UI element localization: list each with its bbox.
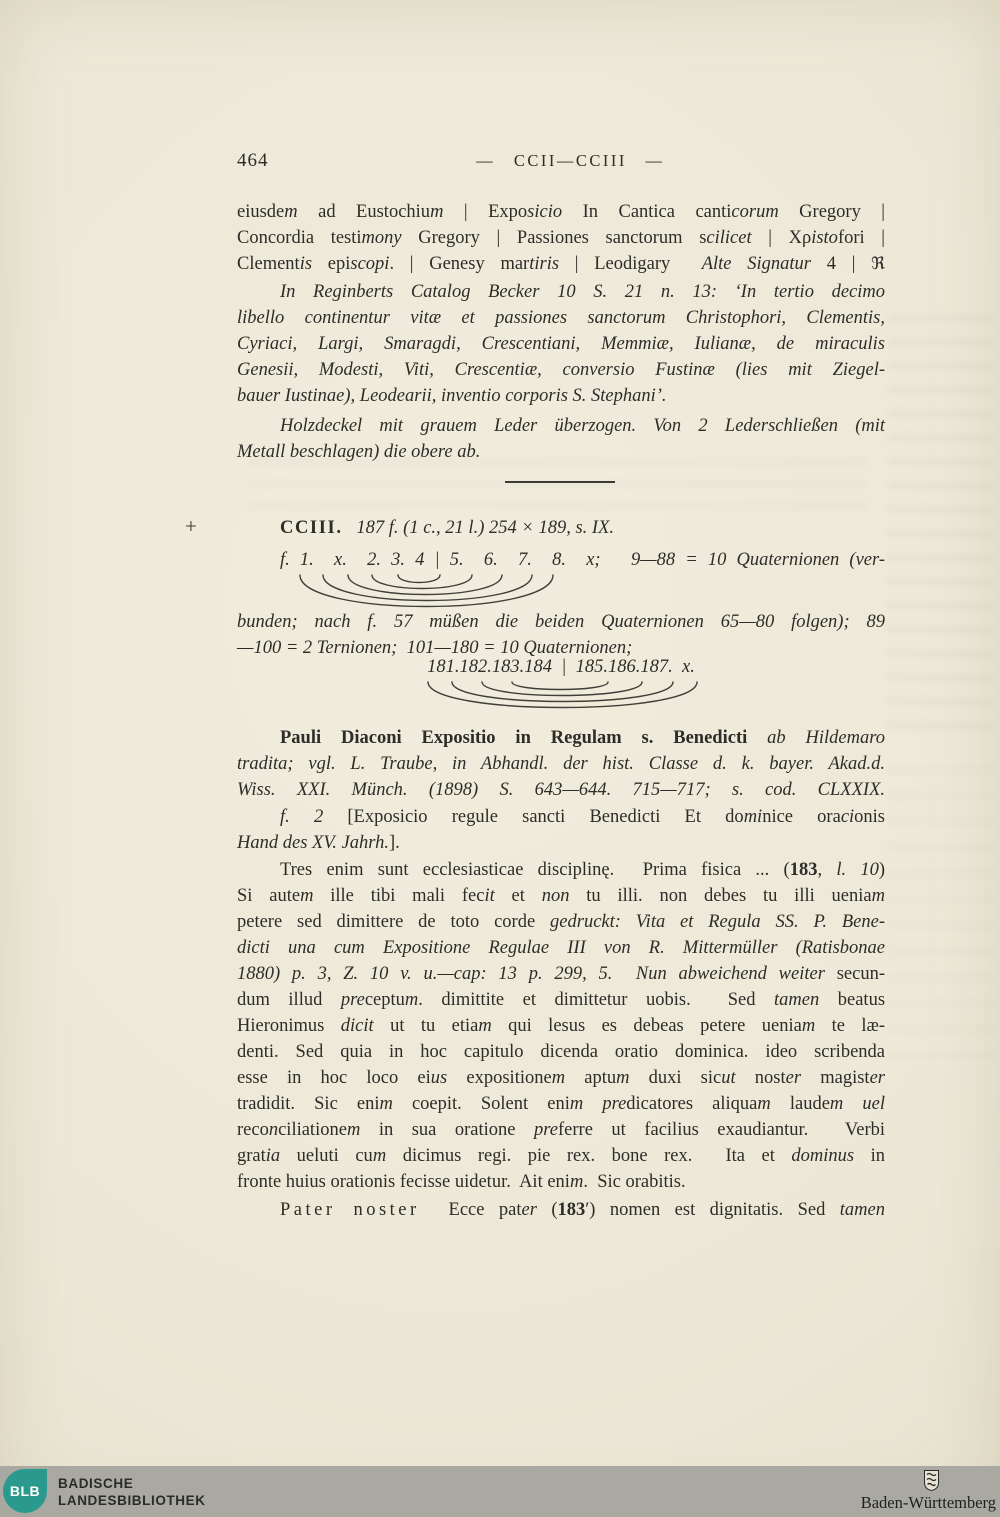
text-segment: f. 2 [280,807,324,827]
library-name-line2: LANDESBIBLIOTHEK [58,1493,206,1508]
text-line [237,331,885,357]
text-segment: tiris [529,254,560,274]
text-segment: [Exposicio regule sancti Benedicti Et do [323,807,744,827]
page-header [237,150,885,176]
text-segment: l. 10 [836,860,879,880]
text-segment: Concordia testi [237,228,362,248]
text-segment: tradita; vgl. L. Traube, in Abhandl. der hist. Classe d. k. bayer. Akad.d. [237,754,885,774]
page-number: 464 [237,150,269,171]
running-title: — CCII—CCIII — [476,151,665,170]
text-segment: . Sic orabitis. [583,1172,686,1192]
text-line [237,830,885,856]
text-segment: bauer Iustinae), Leodearii, inventio corporis S. Stephani’. [237,386,667,406]
text-segment: coepit. Solent eni [392,1094,570,1114]
text-segment: Cyriaci, Largi, Smaragdi, Crescentiani, Memmiæ, Iulianæ, de miraculis [237,334,885,354]
text-segment: 4 | [810,254,872,274]
text-segment: tamen [774,990,820,1010]
library-name [58,1475,206,1509]
text-line [237,935,885,961]
text-line [237,1065,885,1091]
text-line [237,804,885,830]
text-segment: in sua oratione [360,1120,535,1140]
text-segment: Alte Signatur [701,254,811,274]
text-line [237,547,885,573]
text-segment: m [430,202,444,222]
text-line [237,383,885,409]
text-segment: Pater noster [280,1200,420,1220]
text-segment: m [757,1094,771,1114]
text-segment: m [569,1094,584,1114]
text-segment: ut tu etia [373,1016,479,1036]
text-segment: mi [743,807,763,827]
text-line [237,305,885,331]
text-segment: ) [878,860,886,880]
text-segment: | Xρ [751,228,812,248]
text-column [185,199,886,1223]
text-segment: | Expo [443,202,528,222]
collation-formula-line [237,547,885,573]
text-segment: dicimus regi. pie rex. bone rex. Ita et [386,1146,792,1166]
text-segment: | Leodigary [559,254,702,274]
text-segment: m [404,990,419,1010]
text-segment: Gregory | Passiones sanctorum s [401,228,707,248]
text-segment: magist [801,1068,870,1088]
text-segment: pre [340,990,365,1010]
text-segment: m [569,1172,584,1192]
text-line [237,609,885,635]
text-segment: m [379,1094,393,1114]
text-segment: gedruckt: Vita et Regula SS. P. Bene- [550,912,885,932]
text-line [237,725,885,751]
text-segment: ad Eustochiu [297,202,431,222]
text-line [237,909,885,935]
text-segment: cilicet [706,228,752,248]
text-segment: Holzdeckel mit grauem Leder überzogen. Von 2 Lederschließen (mit [280,416,885,436]
text-segment: non [541,886,570,906]
text-segment: ueluti cu [280,1146,373,1166]
text-segment: ceptu [364,990,405,1010]
text-segment: petere sed dimittere de toto corde [237,912,551,932]
text-line [237,987,885,1013]
paragraph-reginbert-catalog [237,279,885,409]
paragraph-text-excerpt [237,857,885,1195]
entry-heading-ccciii [237,515,885,541]
text-segment: Wiss. XXI. Münch. (1898) S. 643—644. 715—717; s. cod. CLXXIX. [237,780,885,800]
entry-heading-row [185,514,885,541]
text-segment: dicit [340,1016,374,1036]
text-segment: nice ora [762,807,841,827]
text-segment: In Cantica canti [562,202,732,222]
text-segment [843,1094,862,1114]
text-segment: laude [770,1094,830,1114]
text-segment: Hieronimus [237,1016,341,1036]
text-segment: Ecce pat [419,1200,522,1220]
text-segment: Metall beschlagen) die obere ab. [237,442,481,462]
text-segment: nost [735,1068,786,1088]
page-showthrough-texture [888,300,992,730]
text-segment: corum [731,202,779,222]
text-segment: ferre ut facilius exaudiantur. Verbi [558,1120,885,1140]
paragraph-catalog-titles [237,199,885,277]
text-segment: ut [721,1068,736,1088]
section-divider-rule [505,481,615,483]
text-segment: fori | [837,228,885,248]
text-segment: isto [811,228,838,248]
paragraph-pater-noster [237,1197,885,1223]
text-line [237,1091,885,1117]
text-segment: ′) nomen est dignitatis. Sed [585,1200,840,1220]
text-segment: Gregory | [778,202,886,222]
text-segment: . | Genesy mar [389,254,530,274]
text-segment: 181.182.183.184 | 185.186.187. x. [427,657,695,677]
text-segment: ]. [388,833,400,853]
text-segment: f. 1. x. 2. 3. 4 | 5. 6. 7. 8. x; 9—88 = 10 Quaternionen (ver- [280,550,885,570]
text-segment: bunden; nach f. 57 müßen die beiden Quaternionen 65—80 folgen); 89 [237,612,885,632]
text-segment: 183 [557,1200,586,1220]
text-segment: ciliatione [278,1120,347,1140]
text-segment: m [300,886,314,906]
text-segment: ab Hildemaro [767,728,885,748]
text-line [237,199,885,225]
text-segment: er [869,1068,885,1088]
baden-wuerttemberg-label: Baden-Württemberg [860,1493,996,1512]
text-line [237,1013,885,1039]
text-line [237,961,885,987]
collation-arcs-diagram-1 [237,573,885,609]
text-segment: Hand des XV. Jahrh. [237,833,389,853]
text-segment: m [829,1094,844,1114]
text-line [237,751,885,777]
text-segment: dum illud [237,990,341,1010]
text-segment [583,1094,602,1114]
text-segment: uel [862,1094,885,1114]
text-segment: mony [361,228,402,248]
library-name-line1: BADISCHE [58,1476,134,1491]
text-line [237,279,885,305]
text-segment: pre [534,1120,559,1140]
text-segment: m [616,1068,630,1088]
text-segment: libello continentur vitæ et passiones sanctorum Christophori, Clementis, [237,308,885,328]
text-segment: m [284,202,298,222]
text-segment: Tres enim sunt ecclesiasticae disciplinę. Prima fisica ... ( [280,860,790,880]
text-line [237,654,885,680]
text-segment: us [430,1068,448,1088]
text-line [237,1143,885,1169]
text-segment: beatus [819,990,886,1010]
paragraph-f2-note [237,804,885,856]
text-segment: , [817,860,837,880]
text-line [237,357,885,383]
text-segment: esse in hoc loco ei [237,1068,431,1088]
text-segment: ci [840,807,855,827]
text-line [237,1197,885,1223]
text-segment: Pauli Diaconi Expositio in Regulam s. Benedicti [280,728,748,748]
library-footer-bar [0,1466,1000,1517]
text-segment: ille tibi mali fec [313,886,485,906]
text-segment: m [871,886,885,906]
text-segment: reco [237,1120,269,1140]
text-segment: m [551,1068,566,1088]
text-segment: ℜ [871,254,885,274]
text-segment: n [268,1120,279,1140]
text-line [237,1039,885,1065]
text-segment: dicatores aliqua [626,1094,758,1114]
text-line [237,1169,885,1195]
text-segment: dicti una cum Expositione Regulae III von R. Mittermüller (Ratisbonae [237,938,885,958]
text-segment: qui lesus es debeas petere uenia [491,1016,802,1036]
text-segment: sicio [527,202,563,222]
text-line [237,225,885,251]
text-segment: dominus [791,1146,855,1166]
text-segment: er [785,1068,802,1088]
text-segment: In Reginberts Catalog Becker 10 S. 21 n. 13: ‘In tertio decimo [280,282,885,302]
text-line [237,857,885,883]
text-segment: m [372,1146,387,1166]
text-segment: —100 = 2 Ternionen; 101—180 = 10 Quaternionen; [237,638,633,658]
paragraph-binding-note [237,413,885,465]
text-segment: eiusde [237,202,285,222]
text-segment: tu illi. non debes tu illi uenia [569,886,872,906]
text-segment: fronte huius orationis fecisse uidetur. Ait eni [237,1172,570,1192]
text-segment: in [854,1146,885,1166]
collation-arcs-diagram-2 [237,680,885,718]
text-segment: er [521,1200,537,1220]
text-segment: ia [265,1146,281,1166]
text-segment: CCIII. [280,518,343,538]
text-segment: 183 [789,860,818,880]
text-segment: te læ- [815,1016,885,1036]
collation-leaf-numbers [237,654,885,680]
text-segment: onis [854,807,886,827]
collation-arcs-svg [237,680,885,722]
text-line [237,777,885,803]
text-line [237,413,885,439]
text-segment: . dimittite et dimittetur uobis. Sed [418,990,775,1010]
text-segment: epi [312,254,351,274]
text-segment: pre [602,1094,627,1114]
text-segment: 1880) p. 3, Z. 10 v. u.—cap: 13 p. 299, 5. Nun abweichend weiter [237,964,825,984]
text-segment: m [346,1120,361,1140]
text-segment: grat [237,1146,266,1166]
text-segment: aptu [565,1068,617,1088]
text-segment: m [801,1016,816,1036]
text-segment: tamen [839,1200,885,1220]
text-line [237,1117,885,1143]
text-segment: it [484,886,495,906]
text-line [237,515,885,541]
text-segment: 187 f. (1 c., 21 l.) 254 × 189, s. IX. [356,518,615,538]
text-segment: is [299,254,313,274]
text-segment: duxi sic [629,1068,722,1088]
text-segment: denti. Sed quia in hoc capitulo dicenda oratio dominica. ideo scribenda [237,1042,885,1062]
paragraph-pauli-diaconi [237,725,885,803]
text-segment [747,728,767,748]
blb-logo: BLB [3,1469,47,1513]
text-segment: expositione [447,1068,552,1088]
text-segment [343,518,357,538]
page-showthrough-texture [888,760,992,1060]
text-line [237,439,885,465]
text-segment: et [494,886,542,906]
text-segment: tradidit. Sic eni [237,1094,380,1114]
text-line [237,883,885,909]
text-segment: Genesii, Modesti, Viti, Crescentiæ, conversio Fustinæ (lies mit Ziegel- [237,360,885,380]
text-segment: secun- [824,964,885,984]
text-segment: scopi [350,254,390,274]
text-segment: m [478,1016,492,1036]
text-segment: ( [536,1200,558,1220]
text-segment: Clement [237,254,300,274]
text-line [237,251,885,277]
margin-plus-mark: + [185,514,197,538]
text-segment: Si aute [237,886,301,906]
